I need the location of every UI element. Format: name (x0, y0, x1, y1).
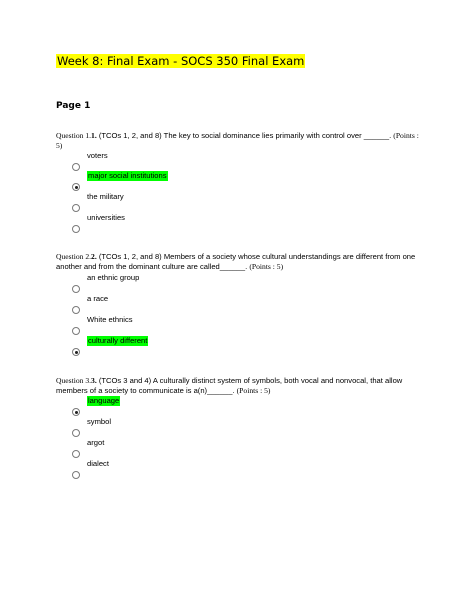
answer-label: dialect (87, 459, 109, 468)
radio-button[interactable] (72, 450, 80, 458)
answer-option (72, 417, 272, 439)
radio-button[interactable] (72, 429, 80, 437)
answer-label: voters (87, 151, 108, 160)
radio-dot-icon (75, 351, 78, 354)
question-text: Question 1.1. (TCOs 1, 2, and 8) The key to social dominance lies primarily with control over ______. (Points : 5) (56, 131, 419, 150)
page-label: Page 1 (56, 101, 91, 111)
answer-option (72, 396, 272, 418)
radio-button[interactable] (72, 471, 80, 479)
radio-button[interactable] (72, 163, 80, 171)
answer-label: argot (87, 438, 105, 447)
answer-label: an ethnic group (87, 273, 140, 282)
radio-button[interactable] (72, 285, 80, 293)
answer-option (72, 438, 272, 460)
answer-option (72, 192, 272, 214)
answer-option (72, 273, 272, 295)
answer-option (72, 459, 272, 481)
radio-button[interactable] (72, 306, 80, 314)
answer-option (72, 151, 272, 173)
radio-button[interactable] (72, 348, 80, 356)
radio-dot-icon (75, 411, 78, 414)
answer-label: the military (87, 192, 124, 201)
answer-option (72, 213, 272, 235)
question-text: Question 2.2. (TCOs 1, 2, and 8) Members of a society whose cultural understandings are different from one another and from the dominant culture are called______. (Points : 5) (56, 252, 416, 271)
radio-button[interactable] (72, 408, 80, 416)
radio-button[interactable] (72, 327, 80, 335)
answer-option (72, 315, 272, 337)
question-3 (56, 376, 426, 468)
answer-option (72, 171, 272, 193)
question-2 (56, 252, 426, 345)
answer-label: language (88, 396, 120, 405)
radio-button[interactable] (72, 183, 80, 191)
radio-button[interactable] (72, 225, 80, 233)
answer-label: culturally different (88, 336, 148, 345)
answer-label: a race (87, 294, 109, 303)
radio-dot-icon (75, 186, 78, 189)
answer-label: major social institutions (88, 171, 167, 180)
question-1 (56, 131, 426, 222)
radio-button[interactable] (72, 204, 80, 212)
answer-option (72, 294, 272, 316)
answer-label: symbol (87, 417, 112, 426)
question-text: Question 3.3. (TCOs 3 and 4) A culturally distinct system of symbols, both vocal and nonvocal, that allow members of a society to communicate is a(n)______. (Points : 5) (56, 376, 403, 395)
answer-label: universities (87, 213, 125, 222)
answer-option (72, 336, 272, 358)
answer-label: White ethnics (87, 315, 133, 324)
document-title: Week 8: Final Exam - SOCS 350 Final Exam (57, 54, 305, 68)
